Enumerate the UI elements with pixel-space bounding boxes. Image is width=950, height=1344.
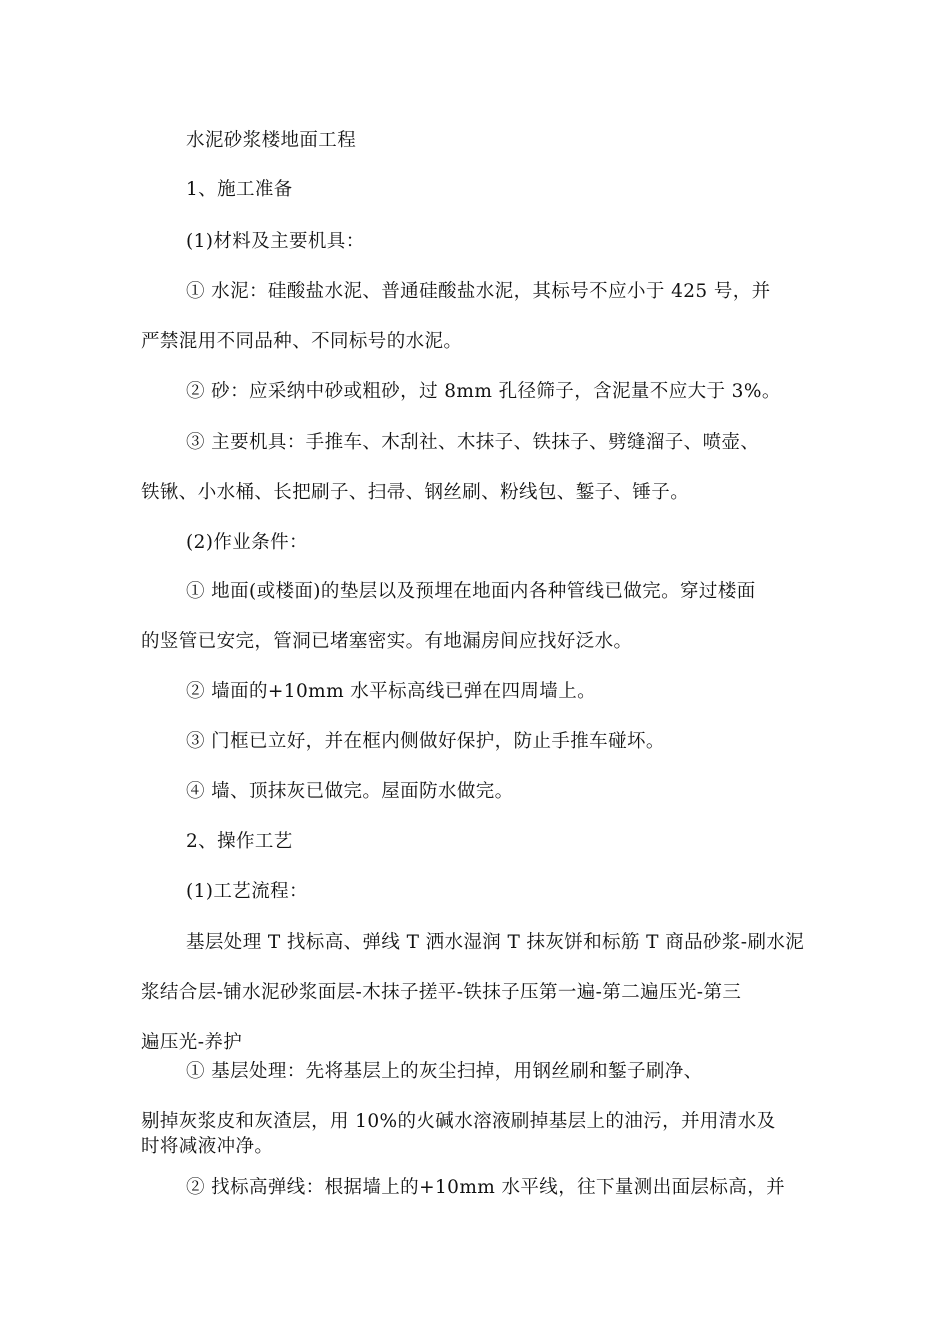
paragraph-line: 铁锹、小水桶、长把刷子、扫帚、钢丝刷、粉线包、錾子、锤子。 (141, 482, 690, 503)
paragraph-line: ③ 门框已立好，并在框内侧做好保护，防止手推车碰坏。 (186, 731, 665, 752)
paragraph-line: ① 水泥：硅酸盐水泥、普通硅酸盐水泥，其标号不应小于 425 号，并 (186, 281, 771, 302)
paragraph-line: 严禁混用不同品种、不同标号的水泥。 (141, 331, 463, 352)
paragraph-line: 时将减液冲净。 (141, 1136, 274, 1157)
paragraph-line: 剔掉灰浆皮和灰渣层，用 10%的火碱水溶液刷掉基层上的油污，并用清水及 (141, 1111, 776, 1132)
subsection-heading: (1)材料及主要机具： (186, 231, 365, 252)
subsection-heading: (1)工艺流程： (186, 881, 308, 902)
paragraph-line: ② 找标高弹线：根据墙上的+10mm 水平线，往下量测出面层标高，并 (186, 1177, 785, 1198)
paragraph-line: ④ 墙、顶抹灰已做完。屋面防水做完。 (186, 781, 514, 802)
paragraph-line: 基层处理 T 找标高、弹线 T 洒水湿润 T 抹灰饼和标筋 T 商品砂浆-刷水泥 (186, 932, 805, 953)
paragraph-line: 遍压光-养护 (141, 1032, 243, 1053)
section-heading: 2、操作工艺 (186, 831, 293, 852)
paragraph-line: ② 砂：应采纳中砂或粗砂，过 8mm 孔径筛子，含泥量不应大于 3%。 (186, 381, 781, 402)
paragraph-line: ③ 主要机具：手推车、木刮社、木抹子、铁抹子、劈缝溜子、喷壶、 (186, 432, 760, 453)
paragraph-line: ① 基层处理：先将基层上的灰尘扫掉，用钢丝刷和錾子刷净、 (186, 1061, 703, 1082)
paragraph-line: ① 地面(或楼面)的垫层以及预埋在地面内各种管线已做完。穿过楼面 (186, 581, 756, 602)
paragraph-line: 浆结合层-铺水泥砂浆面层-木抹子搓平-铁抹子压第一遍-第二遍压光-第三 (141, 982, 742, 1003)
page-title: 水泥砂浆楼地面工程 (186, 130, 357, 151)
paragraph-line: ② 墙面的+10mm 水平标高线已弹在四周墙上。 (186, 681, 596, 702)
paragraph-line: 的竖管已安完，管洞已堵塞密实。有地漏房间应找好泛水。 (141, 631, 633, 652)
subsection-heading: (2)作业条件： (186, 532, 308, 553)
section-heading: 1、施工准备 (186, 179, 293, 200)
